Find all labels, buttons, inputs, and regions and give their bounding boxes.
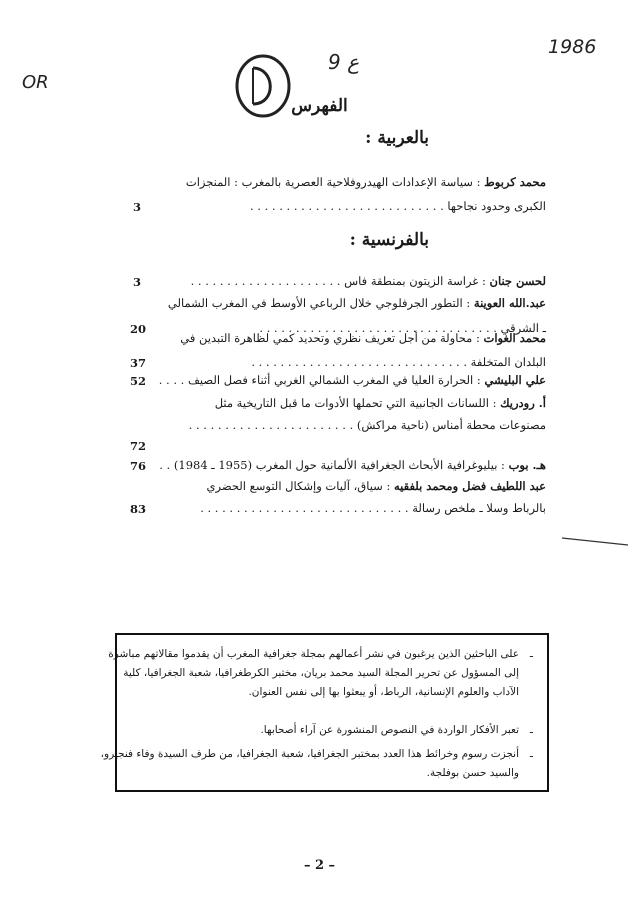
section-heading-french: بالفرنسية : [349, 230, 429, 250]
entry-title-continued: بالرباط وسلا ـ ملخص رسالة [412, 501, 546, 515]
note-bullet: ـ [529, 648, 533, 660]
section-heading-arabic: بالعربية : [365, 128, 429, 148]
entry-title-continued: الكبرى وحدود نجاحها [447, 199, 546, 213]
toc-entry [215, 396, 546, 410]
entry-leader-dots: . . . . . . . . . . . . . . . . . . . . . [190, 274, 341, 288]
entry-author: عبد.الله العوينة [473, 296, 546, 310]
entry-title-continued: مصنوعات محطة أمناس (ناحية مراكش) [356, 418, 546, 432]
note-text: على الباحثين الذين يرغبون في نشر أعمالهم بمجلة جغرافية المغرب أن يقدموا مقالاتهم مباشرة إلى المسؤول عن تحرير المجلة السيد محمد بريان، مختبر الكرطغرافيا، شعبة الجغرافيا، كلية الآداب والعلوم الإنسانية، الرباط، أو يبعثوا بها إلى نفس العنوان. [108, 648, 519, 698]
entry-title: : محاولة من أجل تعريف نظري وتحديد كمي لظاهرة التبدين في [180, 331, 480, 345]
handwritten-year: 1986 [548, 36, 597, 58]
toc-entry-author [186, 175, 546, 189]
entry-leader-dots: . . . . . . . . . . . . . . . . . . . . . . . . . . . [250, 199, 444, 213]
entry-title: : بيليوغرافية الأبحاث الجغرافية الألمانية حول المغرب (1955 ـ 1984) [173, 458, 505, 472]
entry-page-number: 3 [133, 275, 142, 289]
handwritten-mark-left: OR [22, 72, 49, 93]
entry-page-number: 83 [130, 502, 147, 516]
entry-leader-dots: . . [159, 458, 171, 472]
entry-leader-dots: . . . . . . . . . . . . . . . . . . . . . . . . . . . . . . . . . [259, 321, 497, 335]
entry-page-number: 52 [130, 374, 147, 388]
pen-stroke-mark [560, 535, 630, 547]
entry-author: علي البليشي [484, 373, 546, 387]
entry-title-continued: ـ الشرقي [500, 321, 546, 335]
entry-title: : سياسة الإعدادات الهيدروفلاحية العصرية بالمغرب : المنجزات [185, 175, 481, 189]
toc-entry-continuation [200, 501, 546, 515]
toc-entry [159, 458, 546, 472]
note-text: أنجزت رسوم وخرائط هذا العدد بمختبر الجغرافيا، شعبة الجغرافيا، من طرف السيدة وفاء فنجيرو، والسيد حسن بوفلجة. [100, 748, 519, 779]
entry-title: : اللسانات الجانبية التي تحملها الأدوات ما قبل التاريخية مثل [214, 396, 497, 410]
entry-author: محمد كربوط [484, 175, 546, 189]
entry-leader-dots: . . . . . . . . . . . . . . . . . . . . . . . [188, 418, 354, 432]
handwritten-mark-center: ع 9 [328, 50, 360, 74]
entry-author: عبد اللطيف فضل ومحمد بلفقيه [394, 479, 546, 493]
page-title: الفهرس [291, 96, 348, 116]
toc-entry [168, 296, 546, 310]
toc-entry-continuation [251, 355, 546, 369]
entry-title: : سياق، آليات وإشكال التوسع الحضري [206, 479, 391, 493]
entry-page-number: 76 [130, 459, 147, 473]
entry-leader-dots: . . . . . . . . . . . . . . . . . . . . . . . . . . . . . . [251, 355, 467, 369]
note-item [99, 745, 533, 783]
entry-author: لحسن جنان [489, 274, 546, 288]
toc-entry-continuation [250, 199, 546, 213]
note-item [99, 721, 533, 740]
entry-author: أ. رودريك [500, 396, 546, 410]
entry-leader-dots: . . . . . . . . . . . . . . . . . . . . . . . . . . . . . [200, 501, 409, 515]
toc-entry [191, 274, 546, 288]
entry-title: : غراسة الزيتون بمنطقة فاس [344, 274, 486, 288]
entry-page-number: 37 [130, 356, 147, 370]
entry-page-number: 20 [130, 322, 147, 336]
entry-title: : التطور الجرفلوجي خلال الرباعي الأوسط في المغرب الشمالي [167, 296, 471, 310]
entry-title: : الحرارة العليا في المغرب الشمالي الغربي أثناء فصل الصيف [188, 373, 481, 387]
toc-entry-continuation [189, 418, 546, 432]
note-bullet: ـ [529, 748, 533, 760]
note-bullet: ـ [529, 724, 533, 736]
toc-entry [207, 479, 546, 493]
entry-author: محمد الغوات [483, 331, 546, 345]
entry-author: هـ. بوب [508, 458, 546, 472]
toc-entry [180, 331, 546, 345]
note-text: تعبر الأفكار الواردة في النصوص المنشورة عن آراء أصحابها. [260, 724, 519, 736]
entry-leader-dots: . . . . [158, 373, 185, 387]
entry-page-number: 3 [133, 200, 142, 214]
entry-page-number: 72 [130, 439, 147, 453]
note-item [99, 645, 533, 702]
page-number: – 2 – [303, 858, 336, 873]
entry-title-continued: البلدان المتخلفة [470, 355, 546, 369]
toc-entry [159, 373, 546, 387]
